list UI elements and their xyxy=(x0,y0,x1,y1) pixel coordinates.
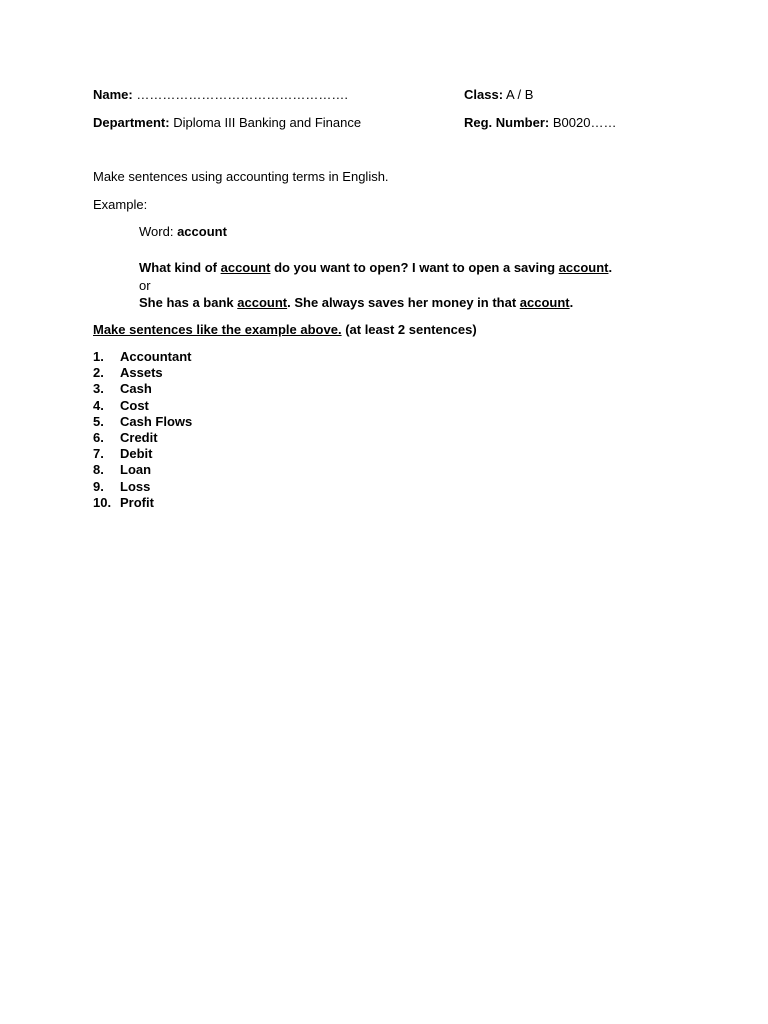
list-item xyxy=(93,446,192,462)
header-row-1 xyxy=(93,86,693,104)
list-item xyxy=(93,381,192,397)
list-number: 10. xyxy=(93,494,112,510)
list-number: 3. xyxy=(93,381,104,397)
task-underlined: Make sentences like the example above. xyxy=(93,322,342,337)
list-term: Loss xyxy=(120,478,151,494)
sentence-1-part-2: do you want to open? I want to open a saving xyxy=(270,260,559,275)
reg-number-field xyxy=(464,114,616,132)
list-item xyxy=(93,479,192,495)
example-sentence-2 xyxy=(139,294,573,312)
list-term: Cash xyxy=(120,381,152,397)
list-number: 2. xyxy=(93,365,104,381)
class-value: A / B xyxy=(505,87,534,102)
list-term: Accountant xyxy=(120,349,192,364)
task-instruction xyxy=(93,321,477,339)
department-value: Diploma III Banking and Finance xyxy=(173,115,362,130)
sentence-2-term-2: account xyxy=(519,295,570,310)
list-term: Assets xyxy=(120,365,163,381)
list-item xyxy=(93,365,192,381)
sentence-1-part-3: . xyxy=(608,260,613,275)
department-field xyxy=(93,114,361,132)
task-note: (at least 2 sentences) xyxy=(341,322,477,337)
sentence-1-term-1: account xyxy=(220,260,271,275)
class-field xyxy=(464,86,533,104)
class-label: Class: xyxy=(464,87,504,102)
list-item xyxy=(93,495,192,511)
sentence-1-term-2: account xyxy=(558,260,609,275)
header-row-2 xyxy=(93,114,693,132)
list-number: 6. xyxy=(93,429,104,445)
list-item xyxy=(93,462,192,478)
reg-number-label: Reg. Number: xyxy=(464,115,550,130)
name-value: …………………………………………. xyxy=(136,87,348,102)
list-term: Debit xyxy=(120,446,153,462)
list-item xyxy=(93,349,192,365)
word-label: Word: xyxy=(139,224,174,239)
list-number: 8. xyxy=(93,462,104,478)
list-number: 7. xyxy=(93,446,104,462)
list-number: 9. xyxy=(93,478,104,494)
sentence-2-term-1: account xyxy=(237,295,288,310)
list-item xyxy=(93,430,192,446)
list-term: Profit xyxy=(120,494,154,510)
sentence-1-part-1: What kind of xyxy=(139,260,221,275)
list-term: Cost xyxy=(120,397,149,413)
department-label: Department: xyxy=(93,115,170,130)
name-label: Name: xyxy=(93,87,133,102)
sentence-2-part-3: . xyxy=(569,295,574,310)
example-sentence-1 xyxy=(139,259,612,277)
list-number: 1. xyxy=(93,349,104,364)
word-value: account xyxy=(177,224,227,239)
list-term: Loan xyxy=(120,462,152,478)
name-field xyxy=(93,86,348,104)
list-number: 4. xyxy=(93,397,104,413)
intro-instruction: Make sentences using accounting terms in English. xyxy=(93,169,389,184)
list-term: Cash Flows xyxy=(120,413,193,429)
example-label: Example: xyxy=(93,197,148,212)
or-connector: or xyxy=(139,278,151,293)
list-number: 5. xyxy=(93,413,104,429)
sentence-2-part-1: She has a bank xyxy=(139,295,238,310)
example-word-line xyxy=(139,223,227,241)
list-item xyxy=(93,398,192,414)
list-term: Credit xyxy=(120,429,158,445)
reg-number-value: B0020…… xyxy=(552,115,617,130)
sentence-2-part-2: . She always saves her money in that xyxy=(287,295,520,310)
list-item xyxy=(93,414,192,430)
terms-list xyxy=(93,349,192,511)
